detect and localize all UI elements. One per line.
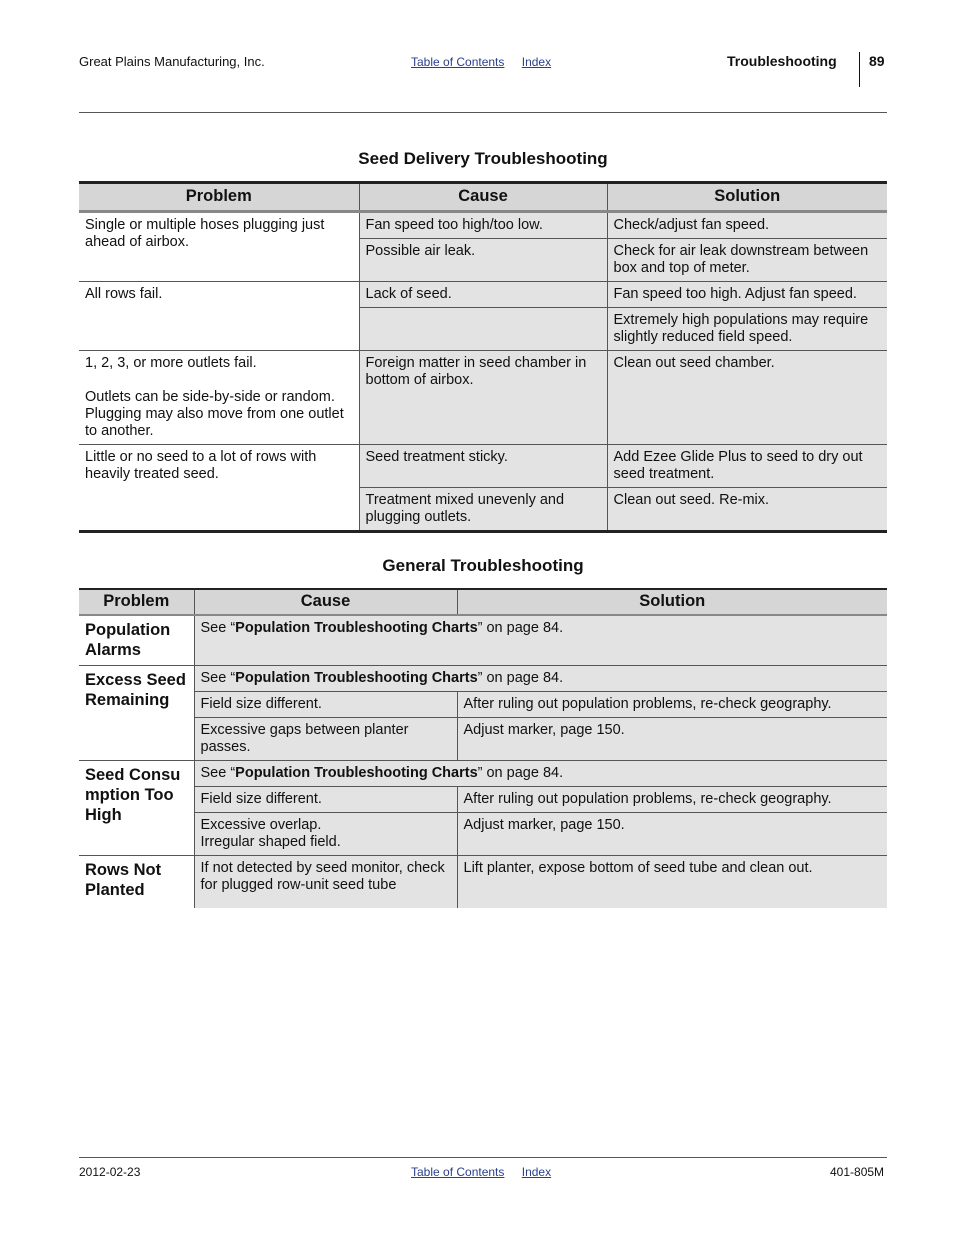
solution-cell: Check for air leak downstream between box and top of meter. [607, 239, 887, 282]
table-header-row [79, 183, 887, 212]
table-of-contents-link[interactable]: Table of Contents [411, 55, 505, 69]
seed-delivery-table [79, 181, 887, 533]
table-row [79, 760, 887, 786]
cause-cell: Field size different. [194, 786, 457, 812]
footer-rule [79, 1157, 887, 1158]
footer-date: 2012-02-23 [79, 1165, 141, 1179]
table-row [79, 717, 887, 760]
reference-prefix: See “ [200, 669, 236, 686]
document-number: 401-805M [830, 1165, 885, 1179]
problem-cell: All rows fail. [79, 282, 359, 351]
solution-cell: Adjust marker, page 150. [457, 812, 887, 855]
problem-note: Outlets can be side-by-side or random. Plugging may also move from one outlet to another. [85, 389, 344, 439]
table-row [79, 691, 887, 717]
reference-link-text: Population Troubleshooting Charts [235, 669, 478, 686]
problem-cell: Excess Seed Remaining [79, 665, 194, 760]
table-row [79, 282, 887, 308]
problem-cell [79, 351, 359, 445]
seed-delivery-title: Seed Delivery Troubleshooting [358, 149, 608, 168]
reference-suffix: ” on page 84. [477, 669, 564, 686]
cause-cell: Foreign matter in seed chamber in bottom of airbox. [359, 351, 607, 445]
cause-cell: Treatment mixed unevenly and plugging outlets. [359, 488, 607, 532]
index-link[interactable]: Index [521, 55, 552, 69]
header-links [411, 55, 565, 69]
solution-cell: After ruling out population problems, re-check geography. [457, 691, 887, 717]
header-rule [79, 112, 887, 113]
cause-cell: Excessive gaps between planter passes. [194, 717, 457, 760]
company-name: Great Plains Manufacturing, Inc. [79, 54, 265, 69]
solution-cell: After ruling out population problems, re-check geography. [457, 786, 887, 812]
footer-links [411, 1165, 565, 1179]
cause-line: Excessive overlap. [200, 816, 322, 833]
table-row [79, 665, 887, 691]
problem-text: 1, 2, 3, or more outlets fail. [85, 355, 257, 371]
problem-cell: Little or no seed to a lot of rows with heavily treated seed. [79, 445, 359, 532]
column-header-problem: Problem [79, 183, 359, 212]
cause-cell [194, 812, 457, 855]
table-row [79, 812, 887, 855]
reference-cell [194, 665, 887, 691]
solution-cell: Clean out seed chamber. [607, 351, 887, 445]
cause-cell: Field size different. [194, 691, 457, 717]
reference-link-text: Population Troubleshooting Charts [235, 764, 478, 781]
solution-cell: Check/adjust fan speed. [607, 212, 887, 239]
footer-table-of-contents-link[interactable]: Table of Contents [411, 1165, 505, 1179]
page-number: 89 [869, 53, 885, 69]
reference-suffix: ” on page 84. [477, 620, 564, 636]
table-row [79, 212, 887, 239]
table-row [79, 786, 887, 812]
problem-cell: Single or multiple hoses plugging just ahead of airbox. [79, 212, 359, 282]
problem-cell: Population Alarms [79, 615, 194, 665]
column-header-solution: Solution [457, 589, 887, 615]
column-header-cause: Cause [359, 183, 607, 212]
header-divider [859, 52, 860, 87]
reference-suffix: ” on page 84. [477, 764, 564, 781]
table-row [79, 615, 887, 665]
problem-cell: Seed Consumption Too High [79, 760, 194, 855]
solution-cell: Adjust marker, page 150. [457, 717, 887, 760]
general-troubleshooting-table [79, 588, 887, 908]
table-row [79, 855, 887, 908]
footer-index-link[interactable]: Index [521, 1165, 552, 1179]
reference-link-text: Population Troubleshooting Charts [235, 620, 478, 636]
cause-cell: If not detected by seed monitor, check for plugged row-unit seed tube [194, 855, 457, 908]
column-header-solution: Solution [607, 183, 887, 212]
solution-cell: Add Ezee Glide Plus to seed to dry out seed treatment. [607, 445, 887, 488]
cause-cell: Lack of seed. [359, 282, 607, 308]
section-title: Troubleshooting [727, 53, 837, 69]
cause-cell [359, 308, 607, 351]
table-header-row [79, 589, 887, 615]
reference-prefix: See “ [200, 620, 236, 636]
reference-prefix: See “ [200, 764, 236, 781]
general-troubleshooting-title: General Troubleshooting [382, 556, 584, 575]
solution-cell: Extremely high populations may require slightly reduced field speed. [607, 308, 887, 351]
solution-cell: Lift planter, expose bottom of seed tube and clean out. [457, 855, 887, 908]
cause-cell: Seed treatment sticky. [359, 445, 607, 488]
cause-cell: Fan speed too high/too low. [359, 212, 607, 239]
table-row [79, 445, 887, 488]
problem-cell: Rows Not Planted [79, 855, 194, 908]
reference-cell [194, 760, 887, 786]
reference-cell [194, 615, 887, 665]
table-row [79, 351, 887, 445]
cause-cell: Possible air leak. [359, 239, 607, 282]
solution-cell: Fan speed too high. Adjust fan speed. [607, 282, 887, 308]
column-header-problem: Problem [79, 589, 194, 615]
solution-cell: Clean out seed. Re-mix. [607, 488, 887, 532]
cause-line: Irregular shaped field. [200, 833, 341, 850]
column-header-cause: Cause [194, 589, 457, 615]
